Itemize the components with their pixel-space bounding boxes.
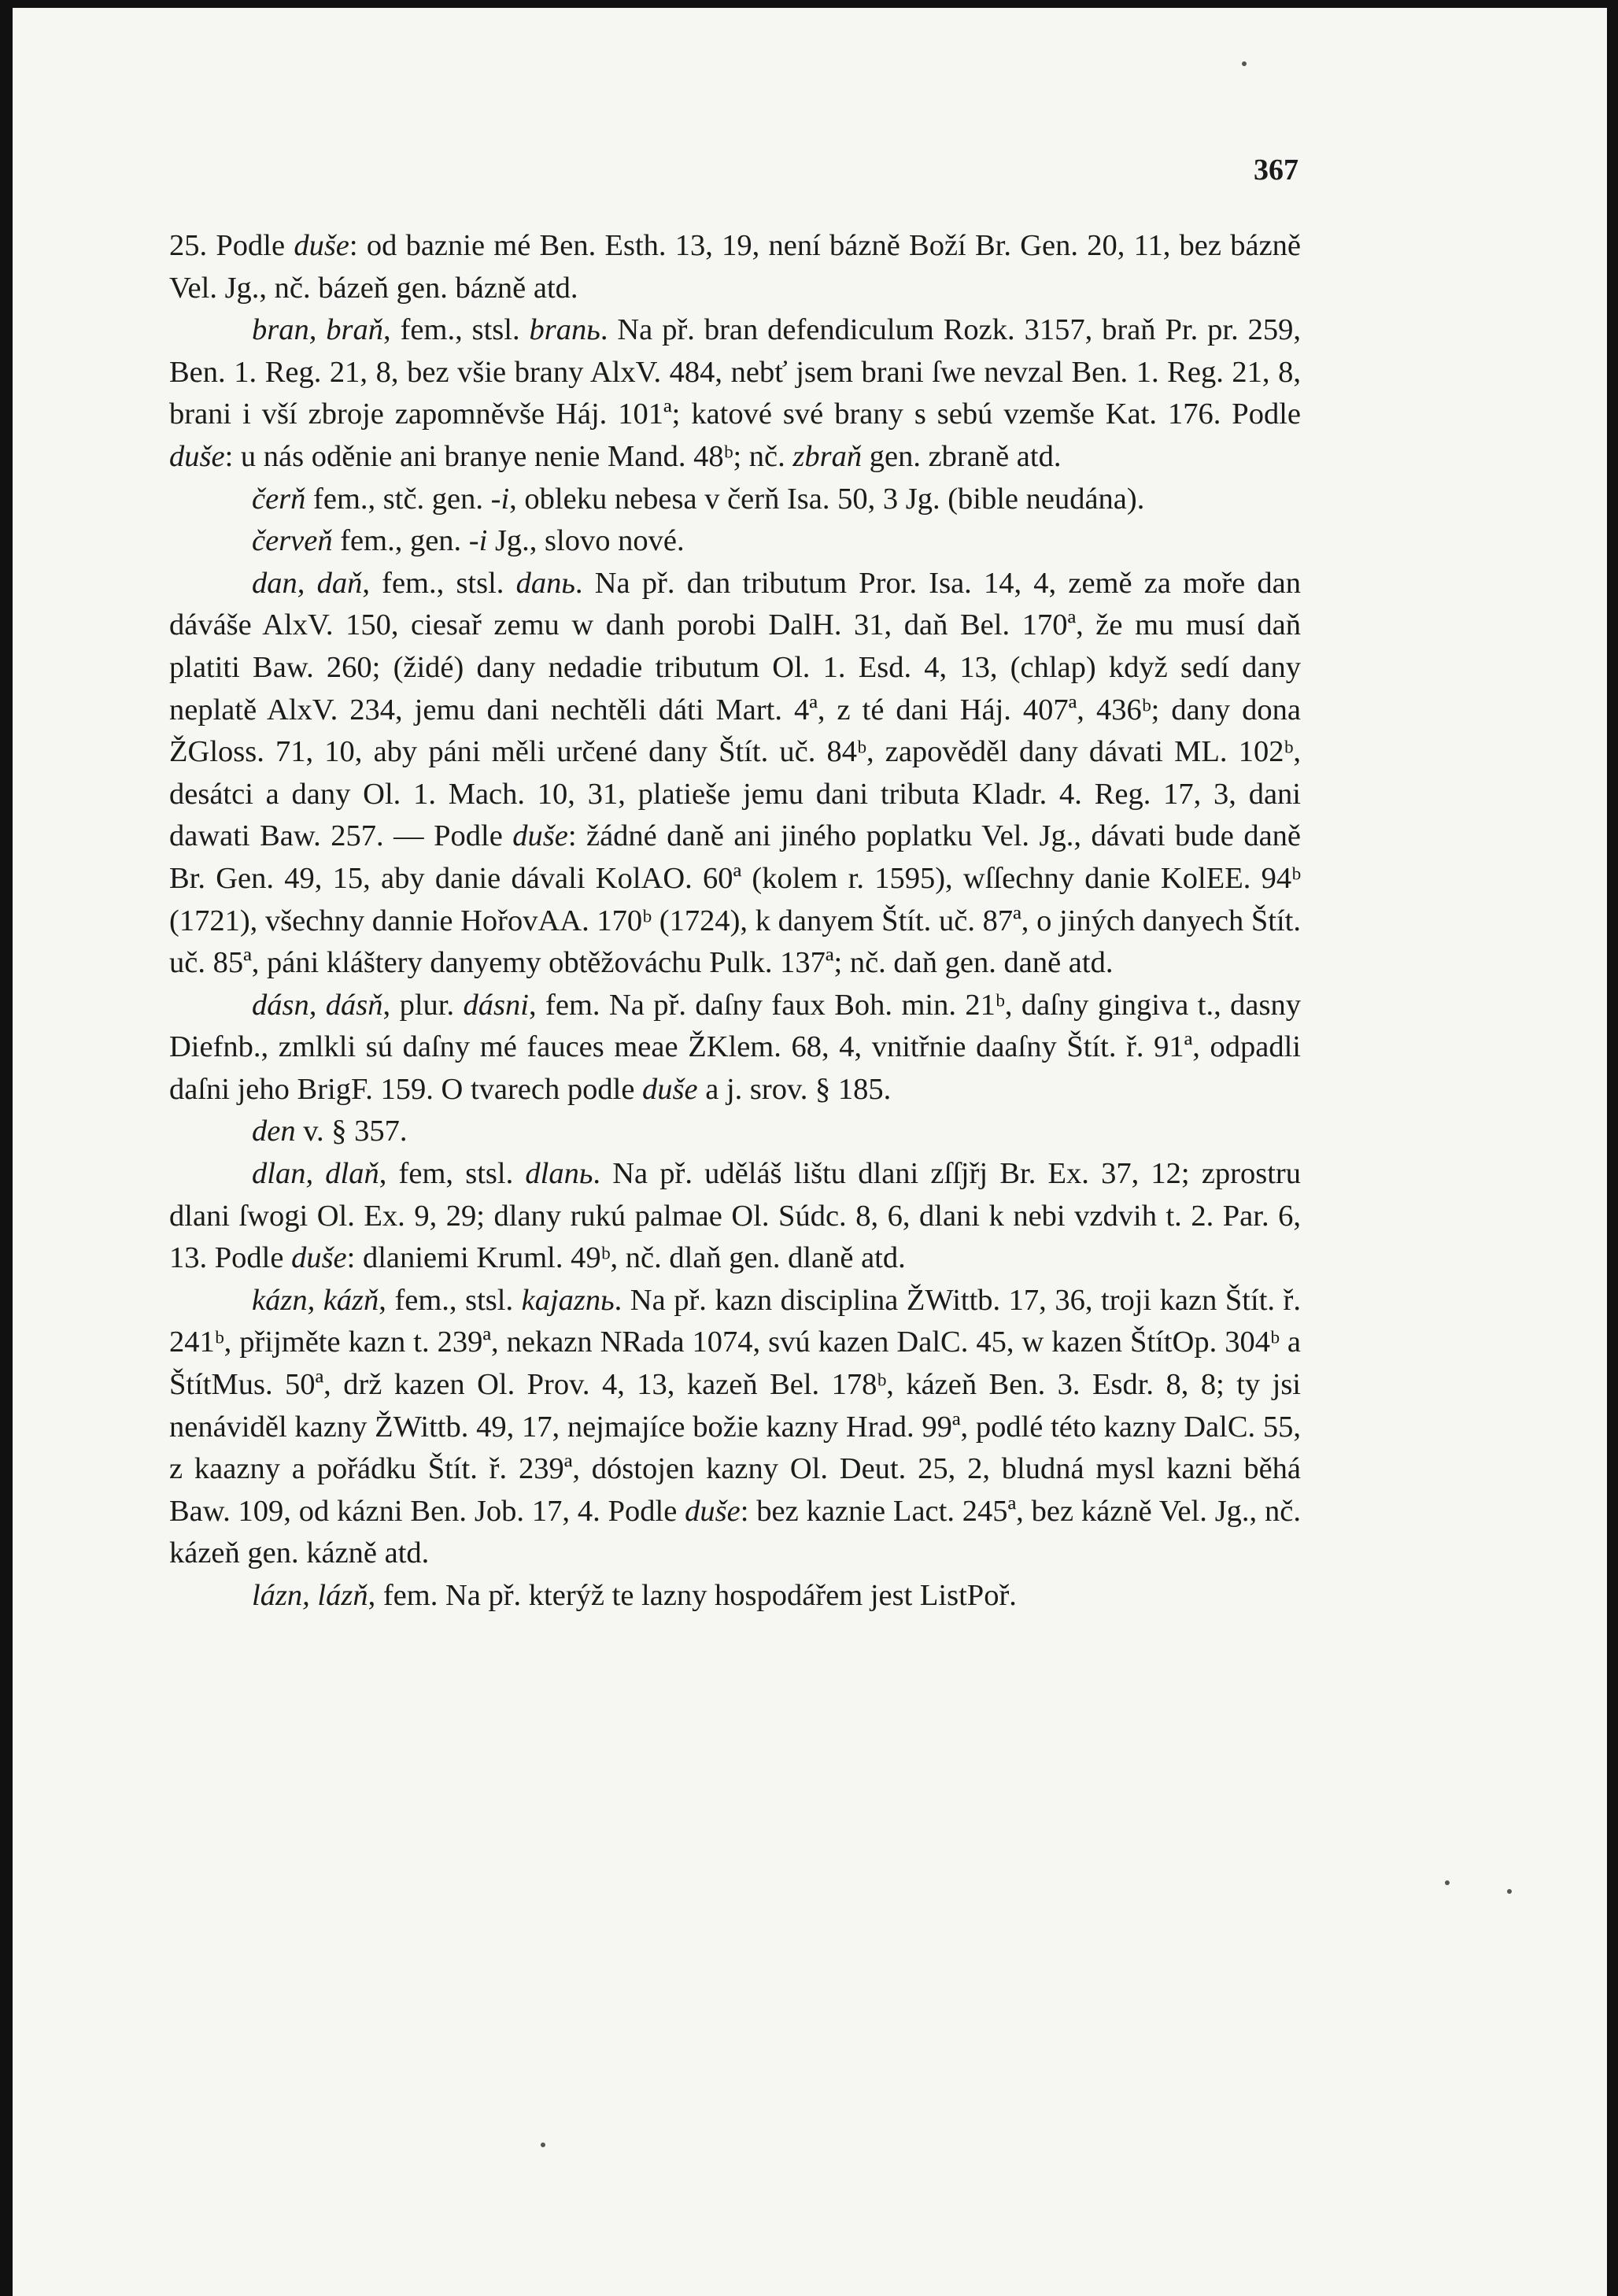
italic-term: duše <box>169 439 225 473</box>
italic-term: červeň <box>252 524 333 558</box>
text-run: . Na př. kazn disciplina ŽWittb. 17, 36, troji kazn Štít. ř. 241ᵇ, přijměte kazn t. 239ª, nekazn NRada 1074, svú kazen DalC. 45, w kazen ŠtítOp. 304ᵇ a ŠtítMus. 50ª, drž kazen Ol. Prov. 4, 13, kazeň Bel. 178ᵇ, kázeň Ben. 3. Esdr. 8, 8; ty jsi nenáviděl kazny ŽWittb. 49, 17, nejmajíce božie kazny Hrad. 99ª, podlé této kazny DalC. 55, z kaazny a pořádku Štít. ř. 239ª, dóstojen kazny Ol. Deut. 25, 2, bludná mysl kazni běhá Baw. 109, od kázni Ben. Job. 17, 4. Podle <box>169 1283 1301 1528</box>
text-run: : dlaniemi Kruml. 49ᵇ, nč. dlaň gen. dlaně atd. <box>346 1241 906 1275</box>
dictionary-text-body <box>169 225 1301 1618</box>
scan-edge-left <box>0 0 13 2296</box>
text-run: , fem. Na př. kterýž te lazny hospodářem jest ListPoř. <box>368 1579 1017 1612</box>
text-run: , fem., stsl. <box>383 313 530 347</box>
italic-term: zbraň <box>792 439 863 473</box>
italic-term: branь <box>529 313 600 347</box>
text-run: v. § 357. <box>295 1115 408 1148</box>
entry-paragraph <box>169 520 1301 563</box>
text-run: , fem. Na př. daſny faux Boh. min. 21ᵇ, daſny gingiva t., dasny Diefnb., zmlkli sú daſny mé fauces meae ŽKlem. 68, 4, vnitřnie daaſny Štít. ř. 91ª, odpadli daſni jeho BrigF. 159. O tvarech podle <box>169 988 1301 1106</box>
italic-term: dlanь <box>525 1157 593 1191</box>
text-run: Jg., slovo nové. <box>487 524 685 558</box>
entry-paragraph <box>169 225 1301 309</box>
entry-paragraph <box>169 1153 1301 1280</box>
entry-paragraph <box>169 563 1301 985</box>
italic-term: dan, daň <box>252 566 363 600</box>
text-run: : u nás oděnie ani branye nenie Mand. 48ᵇ; nč. <box>224 439 793 473</box>
italic-term: duše <box>642 1072 698 1106</box>
text-run: gen. zbraně atd. <box>862 439 1062 473</box>
italic-term: -i <box>468 524 488 558</box>
italic-term: duše <box>294 229 349 262</box>
italic-term: kajaznь <box>521 1283 615 1317</box>
text-run: , obleku nebesa v čerň Isa. 50, 3 Jg. (bible neudána). <box>509 482 1145 516</box>
italic-term: den <box>252 1115 296 1148</box>
text-run: . Na př. bran defendiculum Rozk. 3157, braň Pr. pr. 259, Ben. 1. Reg. 21, 8, bez všie brany AlxV. 484, nebť jsem brani ſwe nevzal Ben. 1. Reg. 21, 8, brani i vší zbroje zapomněvše Háj. 101ª; katové své brany s sebú vzemše Kat. 176. Podle <box>169 313 1302 431</box>
italic-term: dásni <box>463 988 529 1022</box>
scan-edge-right <box>1607 0 1618 2296</box>
scan-speck <box>1507 1889 1512 1894</box>
text-run: , fem, stsl. <box>379 1157 526 1191</box>
entry-paragraph <box>169 479 1301 521</box>
scan-speck <box>541 2143 545 2147</box>
entry-paragraph <box>169 985 1301 1111</box>
italic-term: kázn, kázň <box>252 1283 379 1317</box>
scan-speck <box>1445 1880 1450 1885</box>
italic-term: duše <box>685 1494 741 1528</box>
text-run: , plur. <box>382 988 464 1022</box>
text-run: , fem., stsl. <box>362 566 516 600</box>
text-run: fem., stč. gen. <box>305 482 491 516</box>
text-run: fem., gen. <box>332 524 469 558</box>
scan-speck <box>1242 61 1247 66</box>
text-run: 25. Podle <box>169 229 294 262</box>
text-run: : od baznie mé Ben. Esth. 13, 19, není bázně Boží Br. Gen. 20, 11, bez bázně Vel. Jg., nč. bázeň gen. bázně atd. <box>169 229 1301 305</box>
scan-edge-top <box>0 0 1618 8</box>
entry-paragraph <box>169 1280 1301 1575</box>
italic-term: dásn, dásň <box>252 988 383 1022</box>
italic-term: čerň <box>252 482 306 516</box>
entry-paragraph <box>169 1575 1301 1618</box>
text-run: : bez kaznie Lact. 245ª, bez kázně Vel. Jg., nč. kázeň gen. kázně atd. <box>169 1494 1302 1570</box>
italic-term: duše <box>512 819 568 853</box>
page-number: 367 <box>1254 153 1298 187</box>
text-run: . Na př. dan tributum Pror. Isa. 14, 4, země za moře dan dáváše AlxV. 150, ciesař zemu w danh porobi DalH. 31, daň Bel. 170ª, že mu musí daň platiti Baw. 260; (židé) dany nedadie tributum Ol. 1. Esd. 4, 13, (chlap) když sedí dany neplatě AlxV. 234, jemu dani nechtěli dáti Mart. 4ª, z té dani Háj. 407ª, 436ᵇ; dany dona ŽGloss. 71, 10, aby páni měli určené dany Štít. uč. 84ᵇ, zapověděl dany dávati ML. 102ᵇ, desátci a dany Ol. 1. Mach. 10, 31, platieše jemu dani tributa Kladr. 4. Reg. 17, 3, dani dawati Baw. 257. — Podle <box>169 566 1302 853</box>
text-run: a j. srov. § 185. <box>697 1072 892 1106</box>
italic-term: -i <box>490 482 510 516</box>
entry-paragraph <box>169 1111 1301 1153</box>
italic-term: dlan, dlaň <box>252 1157 379 1191</box>
italic-term: bran, braň <box>252 313 384 347</box>
italic-term: lázn, lázň <box>252 1579 368 1612</box>
entry-paragraph <box>169 309 1301 478</box>
text-run: , fem., stsl. <box>379 1283 522 1317</box>
text-run: . Na př. uděláš lištu dlani zſſjřj Br. Ex. 37, 12; zprostru dlani ſwogi Ol. Ex. 9, 29; dlany rukú palmae Ol. Súdc. 8, 6, dlani k nebi vzdvih t. 2. Par. 6, 13. Podle <box>169 1157 1301 1275</box>
italic-term: duše <box>291 1241 347 1275</box>
text-run: : žádné daně ani jiného poplatku Vel. Jg., dávati bude daně Br. Gen. 49, 15, aby danie dávali KolAO. 60ª (kolem r. 1595), wſſechny danie KolEE. 94ᵇ (1721), všechny dannie HořovAA. 170ᵇ (1724), k danyem Štít. uč. 87ª, o jiných danyech Štít. uč. 85ª, páni kláštery danyemy obtěžováchu Pulk. 137ª; nč. daň gen. daně atd. <box>169 819 1301 980</box>
italic-term: danь <box>515 566 575 600</box>
